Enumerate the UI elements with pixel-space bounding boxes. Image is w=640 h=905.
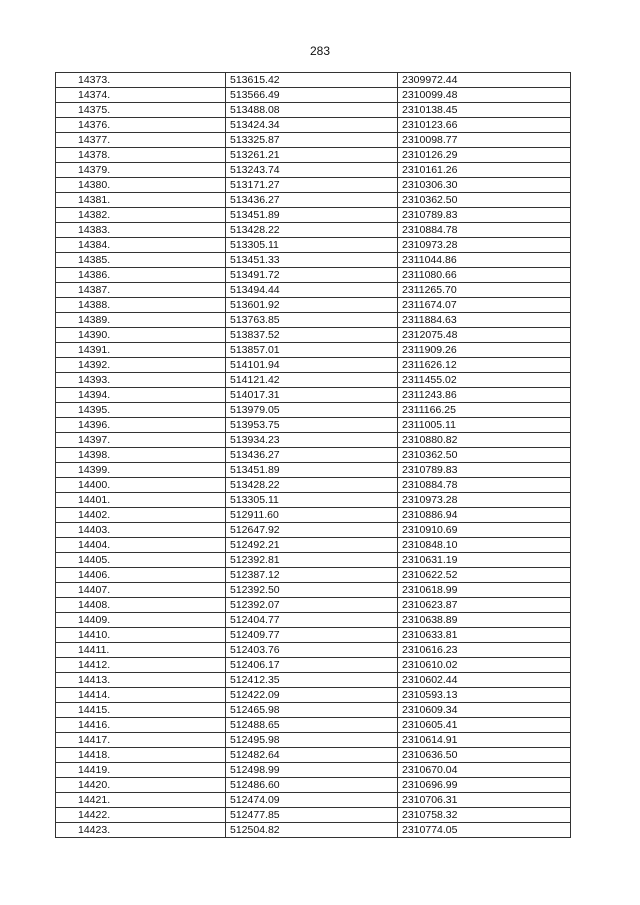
x-coordinate-cell: 512404.77 — [226, 613, 398, 628]
point-number-cell: 14397. — [56, 433, 226, 448]
y-coordinate-cell: 2310623.87 — [398, 598, 571, 613]
point-number-cell: 14392. — [56, 358, 226, 373]
table-row — [56, 373, 571, 388]
table-row — [56, 178, 571, 193]
y-coordinate-cell: 2310138.45 — [398, 103, 571, 118]
point-number-cell: 14398. — [56, 448, 226, 463]
table-row — [56, 208, 571, 223]
x-coordinate-cell: 513601.92 — [226, 298, 398, 313]
point-number-cell: 14387. — [56, 283, 226, 298]
point-number-cell: 14409. — [56, 613, 226, 628]
table-row — [56, 598, 571, 613]
y-coordinate-cell: 2311166.25 — [398, 403, 571, 418]
table-row — [56, 88, 571, 103]
x-coordinate-cell: 512474.09 — [226, 793, 398, 808]
x-coordinate-cell: 513979.05 — [226, 403, 398, 418]
table-row — [56, 343, 571, 358]
table-row — [56, 508, 571, 523]
table-row — [56, 523, 571, 538]
table-row — [56, 238, 571, 253]
table-row — [56, 148, 571, 163]
point-number-cell: 14419. — [56, 763, 226, 778]
y-coordinate-cell: 2310884.78 — [398, 223, 571, 238]
point-number-cell: 14393. — [56, 373, 226, 388]
x-coordinate-cell: 513953.75 — [226, 418, 398, 433]
table-row — [56, 658, 571, 673]
y-coordinate-cell: 2310886.94 — [398, 508, 571, 523]
table-row — [56, 718, 571, 733]
x-coordinate-cell: 512492.21 — [226, 538, 398, 553]
table-row — [56, 688, 571, 703]
table-row — [56, 268, 571, 283]
point-number-cell: 14416. — [56, 718, 226, 733]
x-coordinate-cell: 512477.85 — [226, 808, 398, 823]
y-coordinate-cell: 2310362.50 — [398, 193, 571, 208]
point-number-cell: 14405. — [56, 553, 226, 568]
table-row — [56, 133, 571, 148]
point-number-cell: 14403. — [56, 523, 226, 538]
x-coordinate-cell: 513934.23 — [226, 433, 398, 448]
table-row — [56, 493, 571, 508]
y-coordinate-cell: 2310602.44 — [398, 673, 571, 688]
table-row — [56, 388, 571, 403]
y-coordinate-cell: 2312075.48 — [398, 328, 571, 343]
table-row — [56, 418, 571, 433]
x-coordinate-cell: 513491.72 — [226, 268, 398, 283]
point-number-cell: 14373. — [56, 73, 226, 88]
x-coordinate-cell: 513428.22 — [226, 478, 398, 493]
y-coordinate-cell: 2310610.02 — [398, 658, 571, 673]
y-coordinate-cell: 2310633.81 — [398, 628, 571, 643]
point-number-cell: 14378. — [56, 148, 226, 163]
y-coordinate-cell: 2311909.26 — [398, 343, 571, 358]
table-row — [56, 73, 571, 88]
y-coordinate-cell: 2310973.28 — [398, 238, 571, 253]
table-row — [56, 103, 571, 118]
point-number-cell: 14401. — [56, 493, 226, 508]
x-coordinate-cell: 512498.99 — [226, 763, 398, 778]
x-coordinate-cell: 513325.87 — [226, 133, 398, 148]
x-coordinate-cell: 512422.09 — [226, 688, 398, 703]
x-coordinate-cell: 512409.77 — [226, 628, 398, 643]
point-number-cell: 14415. — [56, 703, 226, 718]
point-number-cell: 14411. — [56, 643, 226, 658]
x-coordinate-cell: 513436.27 — [226, 448, 398, 463]
y-coordinate-cell: 2310789.83 — [398, 463, 571, 478]
x-coordinate-cell: 512482.64 — [226, 748, 398, 763]
table-row — [56, 673, 571, 688]
table-row — [56, 328, 571, 343]
point-number-cell: 14386. — [56, 268, 226, 283]
x-coordinate-cell: 513451.33 — [226, 253, 398, 268]
point-number-cell: 14388. — [56, 298, 226, 313]
y-coordinate-cell: 2310593.13 — [398, 688, 571, 703]
y-coordinate-cell: 2311005.11 — [398, 418, 571, 433]
x-coordinate-cell: 512911.60 — [226, 508, 398, 523]
x-coordinate-cell: 513451.89 — [226, 463, 398, 478]
y-coordinate-cell: 2310362.50 — [398, 448, 571, 463]
point-number-cell: 14417. — [56, 733, 226, 748]
y-coordinate-cell: 2310696.99 — [398, 778, 571, 793]
x-coordinate-cell: 513424.34 — [226, 118, 398, 133]
point-number-cell: 14407. — [56, 583, 226, 598]
y-coordinate-cell: 2311884.63 — [398, 313, 571, 328]
point-number-cell: 14379. — [56, 163, 226, 178]
point-number-cell: 14396. — [56, 418, 226, 433]
y-coordinate-cell: 2310123.66 — [398, 118, 571, 133]
x-coordinate-cell: 512403.76 — [226, 643, 398, 658]
y-coordinate-cell: 2311265.70 — [398, 283, 571, 298]
x-coordinate-cell: 512495.98 — [226, 733, 398, 748]
x-coordinate-cell: 514101.94 — [226, 358, 398, 373]
table-row — [56, 403, 571, 418]
table-row — [56, 223, 571, 238]
point-number-cell: 14384. — [56, 238, 226, 253]
page-number: 283 — [309, 44, 331, 58]
point-number-cell: 14376. — [56, 118, 226, 133]
x-coordinate-cell: 513763.85 — [226, 313, 398, 328]
x-coordinate-cell: 513171.27 — [226, 178, 398, 193]
point-number-cell: 14389. — [56, 313, 226, 328]
point-number-cell: 14394. — [56, 388, 226, 403]
table-row — [56, 358, 571, 373]
table-row — [56, 433, 571, 448]
point-number-cell: 14382. — [56, 208, 226, 223]
y-coordinate-cell: 2310774.05 — [398, 823, 571, 838]
table-row — [56, 298, 571, 313]
y-coordinate-cell: 2310616.23 — [398, 643, 571, 658]
x-coordinate-cell: 512465.98 — [226, 703, 398, 718]
x-coordinate-cell: 513857.01 — [226, 343, 398, 358]
table-row — [56, 478, 571, 493]
table-row — [56, 283, 571, 298]
point-number-cell: 14410. — [56, 628, 226, 643]
y-coordinate-cell: 2310880.82 — [398, 433, 571, 448]
point-number-cell: 14383. — [56, 223, 226, 238]
point-number-cell: 14399. — [56, 463, 226, 478]
coordinates-table — [55, 72, 571, 838]
x-coordinate-cell: 512406.17 — [226, 658, 398, 673]
table-row — [56, 823, 571, 838]
table-row — [56, 193, 571, 208]
point-number-cell: 14400. — [56, 478, 226, 493]
table-row — [56, 253, 571, 268]
y-coordinate-cell: 2310161.26 — [398, 163, 571, 178]
point-number-cell: 14413. — [56, 673, 226, 688]
table-row — [56, 463, 571, 478]
point-number-cell: 14420. — [56, 778, 226, 793]
table-row — [56, 553, 571, 568]
point-number-cell: 14395. — [56, 403, 226, 418]
x-coordinate-cell: 513305.11 — [226, 238, 398, 253]
point-number-cell: 14375. — [56, 103, 226, 118]
x-coordinate-cell: 513428.22 — [226, 223, 398, 238]
y-coordinate-cell: 2310126.29 — [398, 148, 571, 163]
point-number-cell: 14422. — [56, 808, 226, 823]
table-row — [56, 118, 571, 133]
x-coordinate-cell: 513243.74 — [226, 163, 398, 178]
y-coordinate-cell: 2310614.91 — [398, 733, 571, 748]
x-coordinate-cell: 512647.92 — [226, 523, 398, 538]
x-coordinate-cell: 514121.42 — [226, 373, 398, 388]
point-number-cell: 14402. — [56, 508, 226, 523]
y-coordinate-cell: 2311080.66 — [398, 268, 571, 283]
x-coordinate-cell: 512392.81 — [226, 553, 398, 568]
y-coordinate-cell: 2311674.07 — [398, 298, 571, 313]
y-coordinate-cell: 2310670.04 — [398, 763, 571, 778]
point-number-cell: 14391. — [56, 343, 226, 358]
point-number-cell: 14423. — [56, 823, 226, 838]
y-coordinate-cell: 2310622.52 — [398, 568, 571, 583]
x-coordinate-cell: 512387.12 — [226, 568, 398, 583]
y-coordinate-cell: 2310706.31 — [398, 793, 571, 808]
point-number-cell: 14404. — [56, 538, 226, 553]
point-number-cell: 14414. — [56, 688, 226, 703]
x-coordinate-cell: 512392.50 — [226, 583, 398, 598]
y-coordinate-cell: 2310605.41 — [398, 718, 571, 733]
table-row — [56, 448, 571, 463]
x-coordinate-cell: 512504.82 — [226, 823, 398, 838]
x-coordinate-cell: 512392.07 — [226, 598, 398, 613]
point-number-cell: 14390. — [56, 328, 226, 343]
x-coordinate-cell: 513436.27 — [226, 193, 398, 208]
table-row — [56, 613, 571, 628]
point-number-cell: 14380. — [56, 178, 226, 193]
x-coordinate-cell: 514017.31 — [226, 388, 398, 403]
y-coordinate-cell: 2311044.86 — [398, 253, 571, 268]
x-coordinate-cell: 513488.08 — [226, 103, 398, 118]
table-row — [56, 628, 571, 643]
table-row — [56, 763, 571, 778]
point-number-cell: 14412. — [56, 658, 226, 673]
x-coordinate-cell: 513494.44 — [226, 283, 398, 298]
table-row — [56, 163, 571, 178]
y-coordinate-cell: 2310636.50 — [398, 748, 571, 763]
point-number-cell: 14418. — [56, 748, 226, 763]
x-coordinate-cell: 513261.21 — [226, 148, 398, 163]
y-coordinate-cell: 2310910.69 — [398, 523, 571, 538]
y-coordinate-cell: 2310099.48 — [398, 88, 571, 103]
table-row — [56, 703, 571, 718]
point-number-cell: 14385. — [56, 253, 226, 268]
table-row — [56, 808, 571, 823]
y-coordinate-cell: 2310973.28 — [398, 493, 571, 508]
y-coordinate-cell: 2309972.44 — [398, 73, 571, 88]
table-row — [56, 778, 571, 793]
y-coordinate-cell: 2310098.77 — [398, 133, 571, 148]
y-coordinate-cell: 2310884.78 — [398, 478, 571, 493]
y-coordinate-cell: 2310631.19 — [398, 553, 571, 568]
point-number-cell: 14374. — [56, 88, 226, 103]
y-coordinate-cell: 2311243.86 — [398, 388, 571, 403]
point-number-cell: 14421. — [56, 793, 226, 808]
table-row — [56, 568, 571, 583]
x-coordinate-cell: 512412.35 — [226, 673, 398, 688]
y-coordinate-cell: 2310609.34 — [398, 703, 571, 718]
table-row — [56, 793, 571, 808]
y-coordinate-cell: 2310638.89 — [398, 613, 571, 628]
y-coordinate-cell: 2311455.02 — [398, 373, 571, 388]
table-row — [56, 583, 571, 598]
y-coordinate-cell: 2311626.12 — [398, 358, 571, 373]
table-row — [56, 313, 571, 328]
table-row — [56, 643, 571, 658]
x-coordinate-cell: 513305.11 — [226, 493, 398, 508]
coordinates-table-body — [56, 73, 571, 838]
x-coordinate-cell: 512488.65 — [226, 718, 398, 733]
point-number-cell: 14381. — [56, 193, 226, 208]
x-coordinate-cell: 513566.49 — [226, 88, 398, 103]
x-coordinate-cell: 512486.60 — [226, 778, 398, 793]
x-coordinate-cell: 513615.42 — [226, 73, 398, 88]
point-number-cell: 14377. — [56, 133, 226, 148]
point-number-cell: 14408. — [56, 598, 226, 613]
table-row — [56, 538, 571, 553]
table-row — [56, 748, 571, 763]
y-coordinate-cell: 2310848.10 — [398, 538, 571, 553]
y-coordinate-cell: 2310789.83 — [398, 208, 571, 223]
x-coordinate-cell: 513837.52 — [226, 328, 398, 343]
table-row — [56, 733, 571, 748]
x-coordinate-cell: 513451.89 — [226, 208, 398, 223]
y-coordinate-cell: 2310758.32 — [398, 808, 571, 823]
y-coordinate-cell: 2310306.30 — [398, 178, 571, 193]
y-coordinate-cell: 2310618.99 — [398, 583, 571, 598]
point-number-cell: 14406. — [56, 568, 226, 583]
